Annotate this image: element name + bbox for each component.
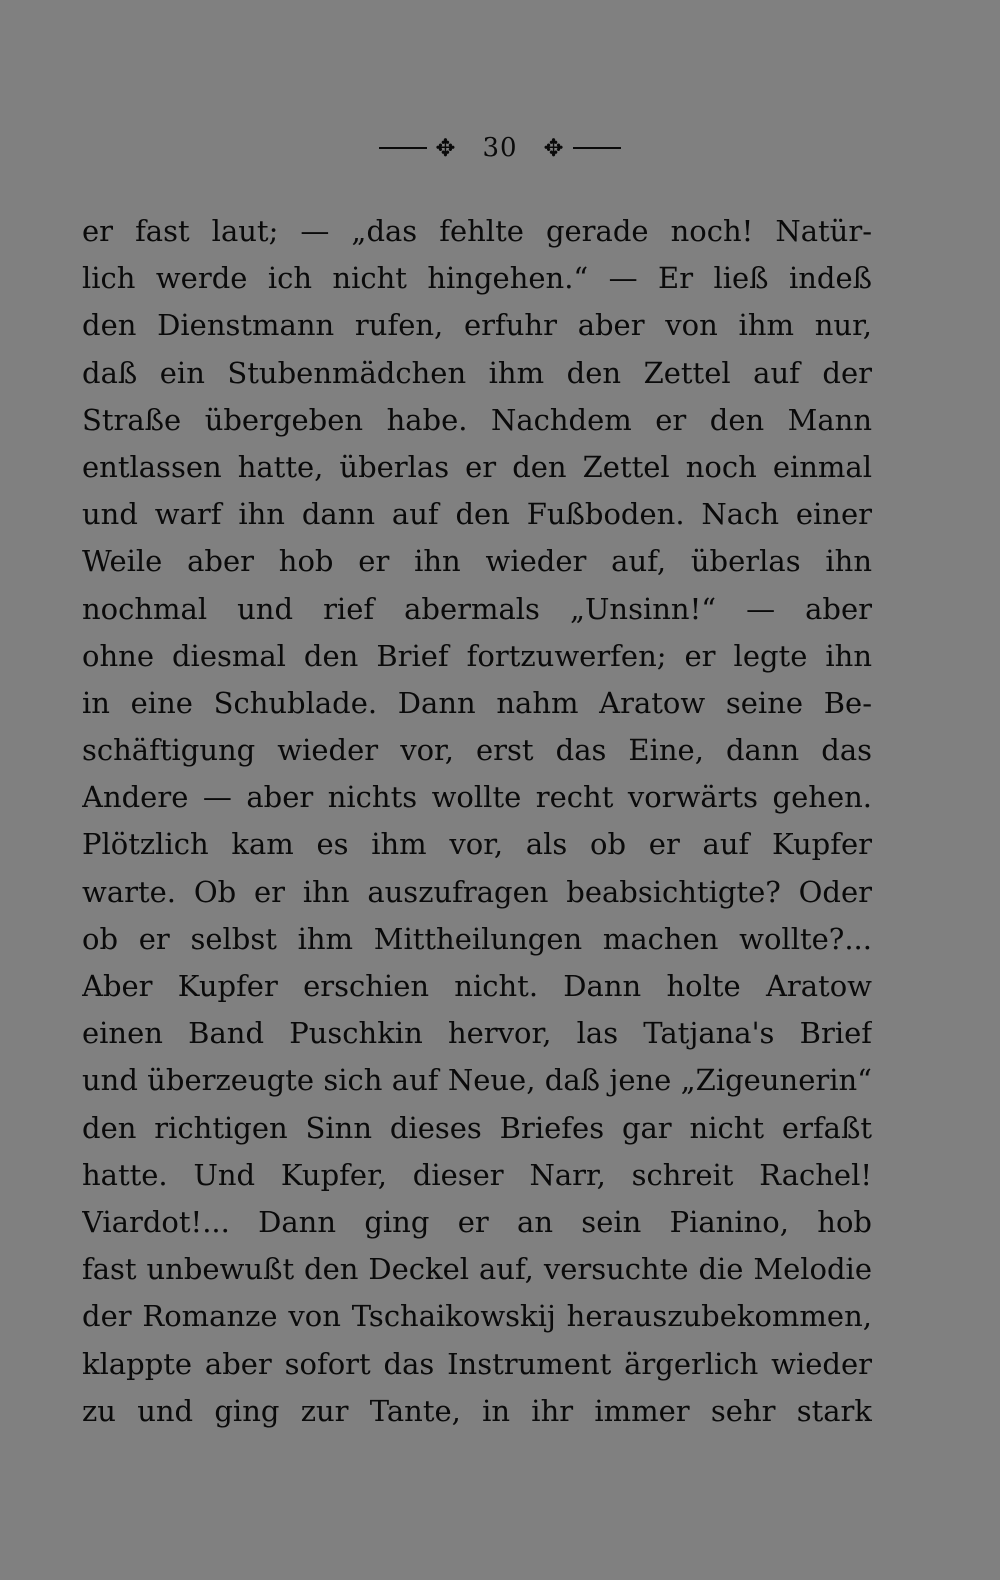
text-line: er fast laut; — „das fehlte gerade noch! Natür- bbox=[82, 214, 872, 248]
text-line: ohne diesmal den Brief fortzuwerfen; er legte ihn bbox=[82, 638, 872, 673]
text-line: klappte aber sofort das Instrument ärgerlich wieder bbox=[82, 1346, 872, 1381]
text-line: fast unbewußt den Deckel auf, versuchte die Melodie bbox=[82, 1252, 872, 1287]
text-line: der Romanze von Tschaikowskij herauszubekommen, bbox=[82, 1299, 872, 1334]
fleuron-left-icon: ✥ bbox=[435, 134, 457, 162]
text-line: Andere — aber nichts wollte recht vorwärts gehen. bbox=[82, 780, 872, 815]
text-line: lich werde ich nicht hingehen.“ — Er ließ indeß bbox=[82, 261, 872, 296]
text-line: Plötzlich kam es ihm vor, als ob er auf Kupfer bbox=[82, 827, 872, 862]
text-line: schäftigung wieder vor, erst das Eine, dann das bbox=[82, 733, 872, 768]
page-header bbox=[0, 128, 1000, 168]
text-line: entlassen hatte, überlas er den Zettel noch einmal bbox=[82, 449, 872, 484]
text-line: daß ein Stubenmädchen ihm den Zettel auf der bbox=[82, 355, 872, 390]
text-line: und warf ihn dann auf den Fußboden. Nach einer bbox=[82, 497, 872, 532]
text-line: Viardot!... Dann ging er an sein Pianino, hob bbox=[82, 1204, 872, 1239]
text-line: Weile aber hob er ihn wieder auf, überlas ihn bbox=[82, 544, 872, 579]
page-number: 30 bbox=[482, 133, 518, 163]
header-rule-left bbox=[379, 147, 427, 149]
text-line: und überzeugte sich auf Neue, daß jene „Zigeunerin“ bbox=[82, 1063, 872, 1098]
text-line: einen Band Puschkin hervor, las Tatjana's Brief bbox=[82, 1016, 872, 1051]
text-line: warte. Ob er ihn auszufragen beabsichtigte? Oder bbox=[82, 874, 872, 909]
text-line: zu und ging zur Tante, in ihr immer sehr stark bbox=[82, 1393, 872, 1428]
text-line: nochmal und rief abermals „Unsinn!“ — aber bbox=[82, 591, 872, 626]
header-rule-right bbox=[573, 147, 621, 149]
body-text bbox=[82, 208, 872, 1435]
text-line: den Dienstmann rufen, erfuhr aber von ihm nur, bbox=[82, 308, 872, 343]
text-line: hatte. Und Kupfer, dieser Narr, schreit Rachel! bbox=[82, 1157, 872, 1192]
text-line: in eine Schublade. Dann nahm Aratow seine Be- bbox=[82, 685, 872, 720]
text-line: den richtigen Sinn dieses Briefes gar nicht erfaßt bbox=[82, 1110, 872, 1145]
text-line: Aber Kupfer erschien nicht. Dann holte Aratow bbox=[82, 969, 872, 1003]
fleuron-right-icon: ✥ bbox=[543, 134, 565, 162]
text-line: Straße übergeben habe. Nachdem er den Mann bbox=[82, 402, 872, 437]
text-line: ob er selbst ihm Mittheilungen machen wollte?... bbox=[82, 921, 872, 956]
